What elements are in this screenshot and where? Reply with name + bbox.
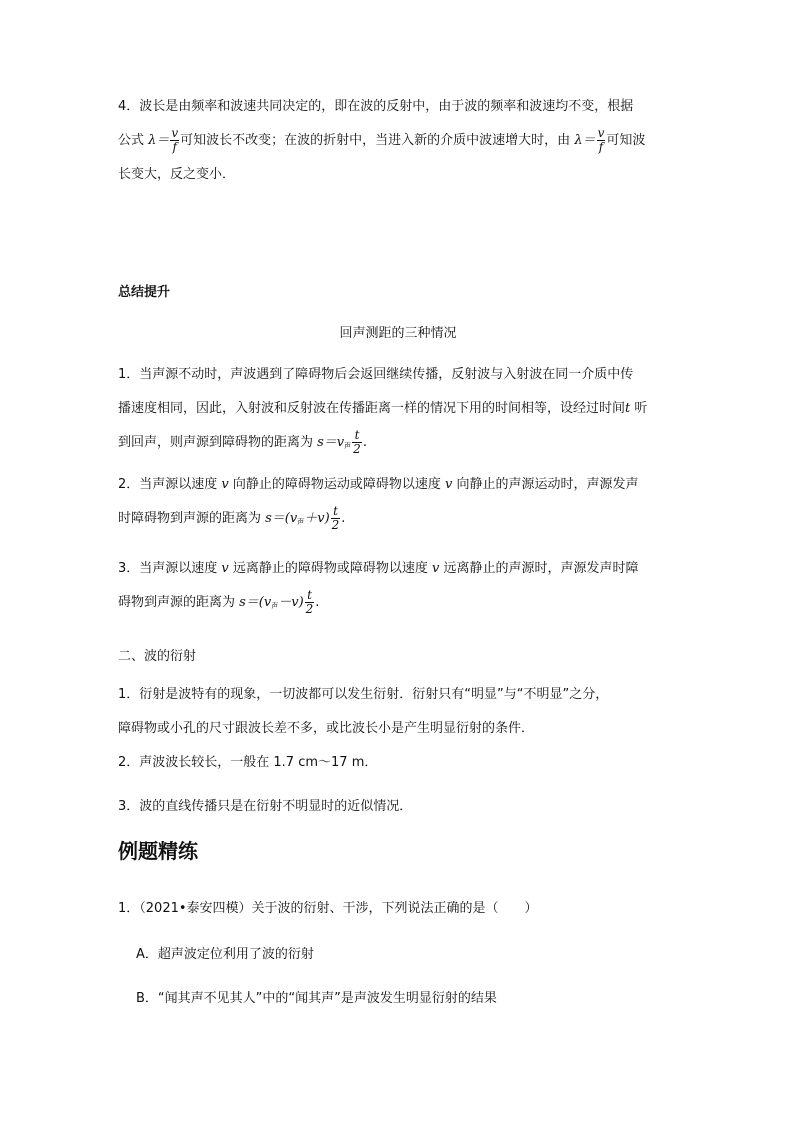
paragraph-4 [118,90,678,192]
examples-heading: 例题精练 [118,839,198,863]
summary-item-1: 1．当声源不动时，声波遇到了障碍物后会返回继续传播，反射波与入射波在同一介质中传 播速度相同，因此，入射波和反射波在传播距离一样的情况下用的时间相等，设经过时间t 听 到回声，则声源到障碍物的距离为 $s=v_声$ $\frac{t}{2}$ . [118,367,648,456]
question-1: 1．（2021•泰安四模）关于波的衍射、干涉，下列说法正确的是（ ） [118,901,538,916]
diffraction-item-3: 3．波的直线传播只是在衍射不明显时的近似情况． [118,799,413,814]
summary-item-3: 3．当声源以速度 v 远离静止的障碍物或障碍物以速度 v 远离静止的声源时，声源发声时障 碍物到声源的距离为 $s=(v_声-v)$ $\frac{t}{2}$ . [118,561,639,616]
lambda-symbol: λ＝ [148,133,170,148]
option-b: B．“闻其声不见其人”中的“闻其声”是声波发生明显衍射的结果 [136,991,497,1006]
fraction-t-over-2: $\frac{t}{2}$ [331,504,340,532]
fraction-t-over-2: $\frac{t}{2}$ [353,428,361,456]
summary-title: 回声测距的三种情况 [339,326,457,341]
diffraction-item-2: 2．声波波长较长，一般在 1.7 cm～17 m． [118,755,378,770]
lambda-symbol: λ＝ [574,133,596,148]
fraction-v-over-f: $\frac{v}{f}$ [597,126,605,154]
p4-line-2: 公式 λ＝ $\frac{v}{f}$ 可知波长不改变；在波的折射中，当进入新的介质中波速增大时，由 λ＝ $\frac{v}{f}$ 可知波 [118,126,646,154]
diffraction-item-1: 1．衍射是波特有的现象，一切波都可以发生衍射．衍射只有“明显”与“不明显”之分， 障碍物或小孔的尺寸跟波长差不多，或比波长小是产生明显衍射的条件． [118,687,609,736]
formula-s3: $s=(v_声-v)$ [239,595,304,610]
fraction-v-over-f: $\frac{v}{f}$ [171,126,179,154]
summary-item-2: 2．当声源以速度 v 向静止的障碍物运动或障碍物以速度 v 向静止的声源运动时，声源发声 时障碍物到声源的距离为 $s=(v_声+v)$ $\frac{t}{2}$ . [118,477,639,532]
formula-s1: $s=v_声$ [317,435,352,450]
formula-s2: $s=(v_声+v)$ [265,511,330,526]
p4-line-3: 长变大，反之变小． [118,167,236,182]
option-a: A．超声波定位利用了波的衍射 [136,947,314,962]
p4-line-1: 4．波长是由频率和波速共同决定的，即在波的反射中，由于波的频率和波速均不变，根据 [118,99,634,114]
fraction-t-over-2: $\frac{t}{2}$ [305,588,314,616]
section-2-title: 二、波的衍射 [118,649,197,664]
summary-heading: 总结提升 [118,285,171,300]
